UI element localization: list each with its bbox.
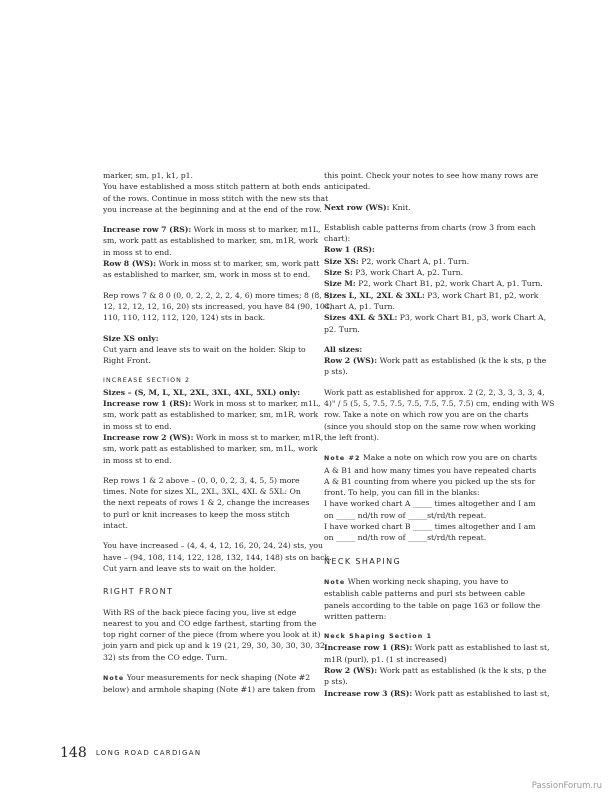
- note-label: Note: [324, 578, 346, 586]
- watermark: PassionForum.ru: [531, 781, 602, 791]
- neck-shaping-section-1: Neck Shaping Section 1 Increase row 1 (RS): Work patt as established to last st, m1R (purl), p1. (1 st increased) Row 2 (WS): Work patt as established (k the k sts, p the p sts). Increase row 3 (RS): Work patt as established to last st,: [324, 633, 550, 698]
- note-measurements: Note Your measurements for neck shaping (Note #2 below) and armhole shaping (Note #1) are taken from: [103, 672, 316, 695]
- row-label: Increase row 1 (RS):: [103, 399, 192, 409]
- page-footer: [60, 742, 201, 761]
- note-2-block: Note #2 Make a note on which row you are on charts A & B1 and how many times you have repeated charts A & B1 counting from where you picked up the sts for front. To help, you can fill in the blanks: I have worked chart A _____ times altogether and I am on _____ nd/th row of _____st/rd/th repeat. I have worked chart B _____ times altogether and I am on _____ nd/th row of _____st/rd/th repeat.: [324, 453, 537, 543]
- establish-cable-block: Establish cable patterns from charts (row 3 from each chart): Row 1 (RS): Size XS: P2, work Chart A, p1. Turn. Size S: P3, work Chart A, p2. Turn. Size M: P2, work Chart B1, p2, work Chart A, p1. Turn. Sizes L, XL, 2XL & 3XL: P3, work Chart B1, p2, work Chart A, p1. Turn. Sizes 4XL & 5XL: P3, work Chart B1, p3, work Chart A, p2. Turn.: [324, 222, 547, 334]
- size-label: Sizes 4XL & 5XL:: [324, 313, 398, 323]
- row-label: Row 8 (WS):: [103, 259, 157, 269]
- paragraph-increased: You have increased – (4, 4, 4, 12, 16, 20, 24, 24) sts, you have – (94, 108, 114, 122, 128, 132, 144, 148) sts on back. Cut yarn and leave sts to wait on the holder.: [103, 541, 332, 573]
- size-label: Sizes – (S, M, L, XL, 2XL, 3XL, 4XL, 5XL) only:: [103, 387, 301, 397]
- next-row-ws: Next row (WS): Knit.: [324, 202, 411, 212]
- section-title-right-front: RIGHT FRONT: [103, 587, 174, 597]
- row-label: Row 2 (WS):: [324, 665, 378, 675]
- note-label: Note: [103, 674, 125, 682]
- instruction-block-rows-7-8: Increase row 7 (RS): Work in moss st to marker, m1L, sm, work patt as established to marker, sm, m1R, work in moss st to end. Row 8 (WS): Work in moss st to marker, sm, work patt as established to marker, sm, work in moss st to end.: [103, 225, 321, 280]
- row-label: Increase row 1 (RS):: [324, 643, 413, 653]
- paragraph-repeat-rows: Rep rows 7 & 8 0 (0, 0, 2, 2, 2, 2, 4, 6) more times; 8 (8, 8, 12, 12, 12, 12, 16, 20) sts increased, you have 84 (90, 104, 110, 110, 112, 112, 120, 124) sts in back.: [103, 290, 333, 323]
- row-label: Row 1 (RS):: [324, 245, 375, 255]
- paragraph-work-patt: Work patt as established for approx. 2 (2, 2, 3, 3, 3, 3, 4, 4)" / 5 (5, 5, 7.5, 7.5, 7.5, 7.5, 7.5, 7.5) cm, ending with WS row. Take a note on which row you are on the charts (since you should stop on the same row when working the left front).: [324, 387, 555, 442]
- row-label: Increase row 2 (WS):: [103, 432, 194, 442]
- paragraph-check-notes: this point. Check your notes to see how many rows are anticipated.: [324, 171, 539, 192]
- section-title-neck-shaping: NECK SHAPING: [324, 556, 402, 566]
- increase-section-2: INCREASE SECTION 2 Sizes – (S, M, L, XL, 2XL, 3XL, 4XL, 5XL) only: Increase row 1 (RS): Work in moss st to marker, m1L, sm, work patt as established to marker, sm, m1R, work in moss st to end. Increase row 2 (WS): Work in moss st to marker, m1R, sm, work patt as established to marker, sm, m1L, work in moss st to end.: [103, 377, 324, 465]
- size-label: Size S:: [324, 268, 353, 278]
- right-column: [324, 170, 555, 708]
- all-sizes-block: All sizes: Row 2 (WS): Work patt as established (k the k sts, p the p sts).: [324, 344, 547, 377]
- size-xs-block: Size XS only: Cut yarn and leave sts to wait on the holder. Skip to Right Front.: [103, 333, 306, 366]
- subsection-heading: Neck Shaping Section 1: [324, 633, 433, 641]
- subsection-heading: INCREASE SECTION 2: [103, 377, 191, 385]
- paragraph-repeat-rows-2: Rep rows 1 & 2 above – (0, 0, 0, 2, 3, 4, 5, 5) more times. Note for sizes XL, 2XL, 3XL, 4XL & 5XL: On the next repeats of rows 1 & 2, change the increases to purl or knit increases to keep the moss stitch intact.: [103, 475, 310, 531]
- left-column: [103, 170, 333, 705]
- size-label: Size M:: [324, 279, 356, 289]
- row-label: Increase row 3 (RS):: [324, 688, 413, 698]
- size-label: Sizes L, XL, 2XL & 3XL:: [324, 290, 425, 300]
- running-title: LONG ROAD CARDIGAN: [95, 749, 202, 757]
- row-label: Next row (WS):: [324, 202, 390, 212]
- size-label: Size XS:: [324, 256, 359, 266]
- row-label: Increase row 7 (RS):: [103, 225, 192, 235]
- note-neck-shaping: Note When working neck shaping, you have to establish cable patterns and purl sts between cable panels according to the table on page 163 or follow the written pattern:: [324, 576, 541, 621]
- note-label: Note #2: [324, 455, 361, 463]
- paragraph-right-front: With RS of the back piece facing you, live st edge nearest to you and CO edge farthest, starting from the top right corner of the piece (from where you look at it) join yarn and pick up and k 19 (21, 29, 30, 30, 30, 30, 32, 32) sts from the CO edge. Turn.: [103, 607, 328, 662]
- row-label: Row 2 (WS):: [324, 356, 378, 366]
- size-label: All sizes:: [324, 344, 363, 354]
- size-label: Size XS only:: [103, 333, 159, 343]
- paragraph-moss-stitch: marker, sm, p1, k1, p1. You have established a moss stitch pattern at both ends of the rows. Continue in moss stitch with the new sts that you increase at the beginning and at the end of the row.: [103, 171, 329, 214]
- page-number: 148: [60, 745, 87, 761]
